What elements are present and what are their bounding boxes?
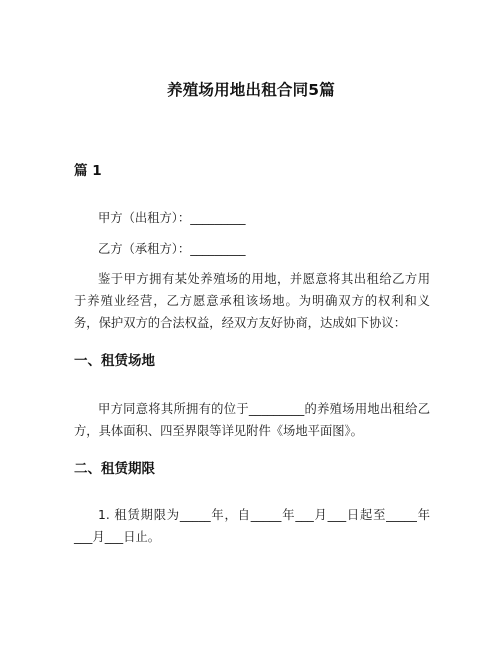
section-heading-lease-term: 二、租赁期限 [74, 461, 155, 477]
section-text-lease-term: 1. 租赁期限为_____年，自_____年___月___日起至_____年___月___日止。 [74, 508, 430, 544]
part-heading: 篇 1 [74, 163, 102, 179]
section-text-lease-site: 甲方同意将其所拥有的位于_________的养殖场用地出租给乙方，具体面积、四至界限等详见附件《场地平面图》。 [74, 402, 430, 438]
section-heading-lease-site: 一、租赁场地 [74, 353, 155, 369]
party-a-line: 甲方（出租方）：_________ [98, 211, 246, 225]
preamble-paragraph: 鉴于甲方拥有某处养殖场的用地，并愿意将其出租给乙方用于养殖业经营，乙方愿意承租该场地。为明确双方的权利和义务，保护双方的合法权益，经双方友好协商，达成如下协议： [74, 272, 430, 330]
document-title: 养殖场用地出租合同5篇 [167, 81, 335, 99]
party-b-line: 乙方（承租方）：_________ [98, 242, 246, 256]
